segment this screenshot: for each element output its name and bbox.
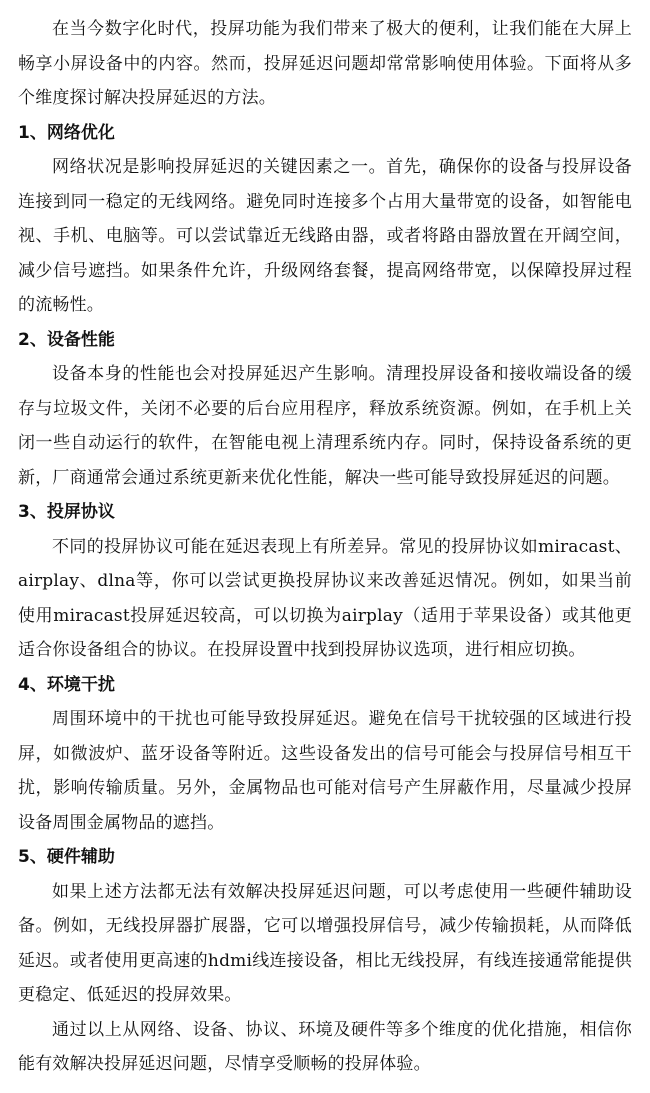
section-body-network: 网络状况是影响投屏延迟的关键因素之一。首先，确保你的设备与投屏设备连接到同一稳定的无线网络。避免同时连接多个占用大量带宽的设备，如智能电视、手机、电脑等。可以尝试靠近无线路由器，或者将路由器放置在开阔空间，减少信号遮挡。如果条件允许，升级网络套餐，提高网络带宽，以保障投屏过程的流畅性。 — [18, 157, 632, 315]
section-body-device: 设备本身的性能也会对投屏延迟产生影响。清理投屏设备和接收端设备的缓存与垃圾文件，关闭不必要的后台应用程序，释放系统资源。例如，在手机上关闭一些自动运行的软件，在智能电视上清理系统内存。同时，保持设备系统的更新，厂商通常会通过系统更新来优化性能，解决一些可能导致投屏延迟的问题。 — [18, 364, 632, 488]
section-heading-protocol: 3、投屏协议 — [18, 502, 115, 522]
intro-paragraph: 在当今数字化时代，投屏功能为我们带来了极大的便利，让我们能在大屏上畅享小屏设备中的内容。然而，投屏延迟问题却常常影响使用体验。下面将从多个维度探讨解决投屏延迟的方法。 — [18, 19, 632, 108]
conclusion-paragraph: 通过以上从网络、设备、协议、环境及硬件等多个维度的优化措施，相信你能有效解决投屏延迟问题，尽情享受顺畅的投屏体验。 — [18, 1019, 632, 1074]
section-body-environment: 周围环境中的干扰也可能导致投屏延迟。避免在信号干扰较强的区域进行投屏，如微波炉、蓝牙设备等附近。这些设备发出的信号可能会与投屏信号相互干扰，影响传输质量。另外，金属物品也可能对信号产生屏蔽作用，尽量减少投屏设备周围金属物品的遮挡。 — [18, 709, 632, 833]
section-heading-network: 1、网络优化 — [18, 122, 115, 143]
section-heading-environment: 4、环境干扰 — [18, 674, 115, 695]
section-body-protocol: 不同的投屏协议可能在延迟表现上有所差异。常见的投屏协议如miracast、airplay、dlna等，你可以尝试更换投屏协议来改善延迟情况。例如，如果当前使用miracast投屏延迟较高，可以切换为airplay（适用于苹果设备）或其他更适合你设备组合的协议。在投屏设置中找到投屏协议选项，进行相应切换。 — [18, 536, 632, 660]
section-heading-hardware: 5、硬件辅助 — [18, 847, 115, 867]
section-body-hardware: 如果上述方法都无法有效解决投屏延迟问题，可以考虑使用一些硬件辅助设备。例如，无线投屏器扩展器，它可以增强投屏信号，减少传输损耗，从而降低延迟。或者使用更高速的hdmi线连接设备，相比无线投屏，有线连接通常能提供更稳定、低延迟的投屏效果。 — [18, 881, 632, 1005]
section-heading-device: 2、设备性能 — [18, 329, 115, 350]
